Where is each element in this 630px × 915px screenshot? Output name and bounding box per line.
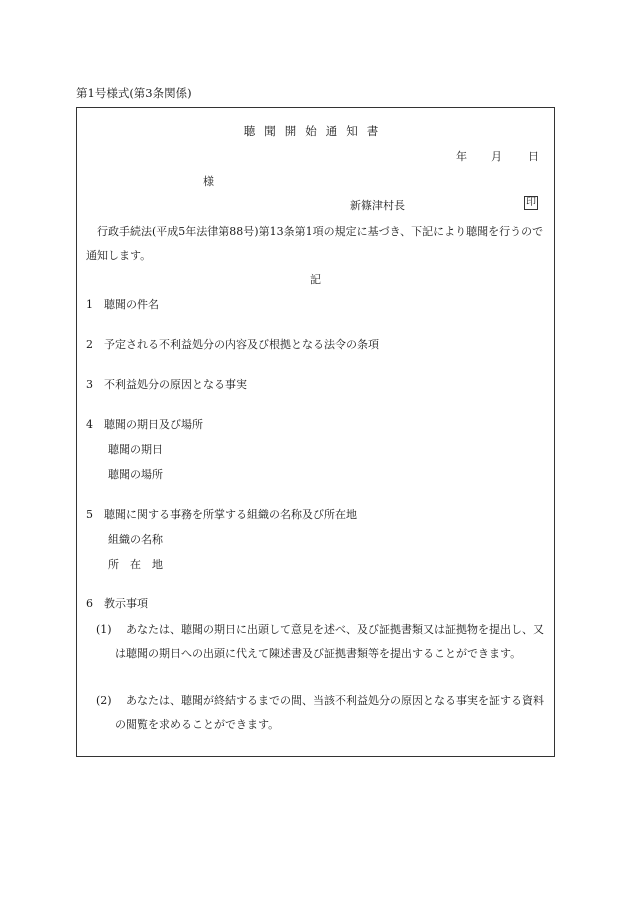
notice-frame — [76, 107, 555, 757]
section-5: 5 聴聞に関する事務を所掌する組織の名称及び所在地 — [86, 508, 357, 521]
section-6: 6 教示事項 — [86, 597, 148, 610]
section-5-sub-org: 組織の名称 — [108, 533, 163, 546]
notice-item-2 — [96, 689, 548, 736]
section-4-sub-place: 聴聞の場所 — [108, 468, 163, 481]
form-number-label: 第1号様式(第3条関係) — [76, 86, 192, 100]
section-2: 2 予定される不利益処分の内容及び根拠となる法令の条項 — [86, 338, 379, 351]
section-4-sub-date: 聴聞の期日 — [108, 443, 163, 456]
ki-heading: 記 — [310, 273, 321, 286]
notice-item-2-number: (2) — [96, 694, 112, 707]
section-5-sub-address: 所 在 地 — [108, 558, 163, 571]
document-title: 聴聞開始通知書 — [243, 124, 388, 138]
issuer-name: 新篠津村長 — [350, 199, 405, 212]
notice-item-1 — [96, 618, 548, 665]
seal-mark: 印 — [526, 197, 536, 208]
addressee-suffix: 様 — [203, 175, 214, 188]
section-4: 4 聴聞の期日及び場所 — [86, 418, 203, 431]
date-day: 日 — [528, 150, 539, 163]
notice-item-2-text: あなたは、聴聞が終結するまでの間、当該不利益処分の原因となる事実を証する資料の閲覧を求めることができます。 — [115, 694, 544, 731]
section-3: 3 不利益処分の原因となる事実 — [86, 378, 247, 391]
notice-item-1-number: (1) — [96, 623, 112, 636]
section-1: 1 聴聞の件名 — [86, 298, 159, 311]
intro-paragraph: 行政手続法(平成5年法律第88号)第13条第1項の規定に基づき、下記により聴聞を行うので通知します。 — [86, 225, 544, 262]
date-month: 月 — [491, 150, 502, 163]
notice-item-1-text: あなたは、聴聞の期日に出頭して意見を述べ、及び証拠書類又は証拠物を提出し、又は聴聞の期日への出頭に代えて陳述書及び証拠書類等を提出することができます。 — [115, 623, 544, 660]
date-year: 年 — [456, 150, 467, 163]
